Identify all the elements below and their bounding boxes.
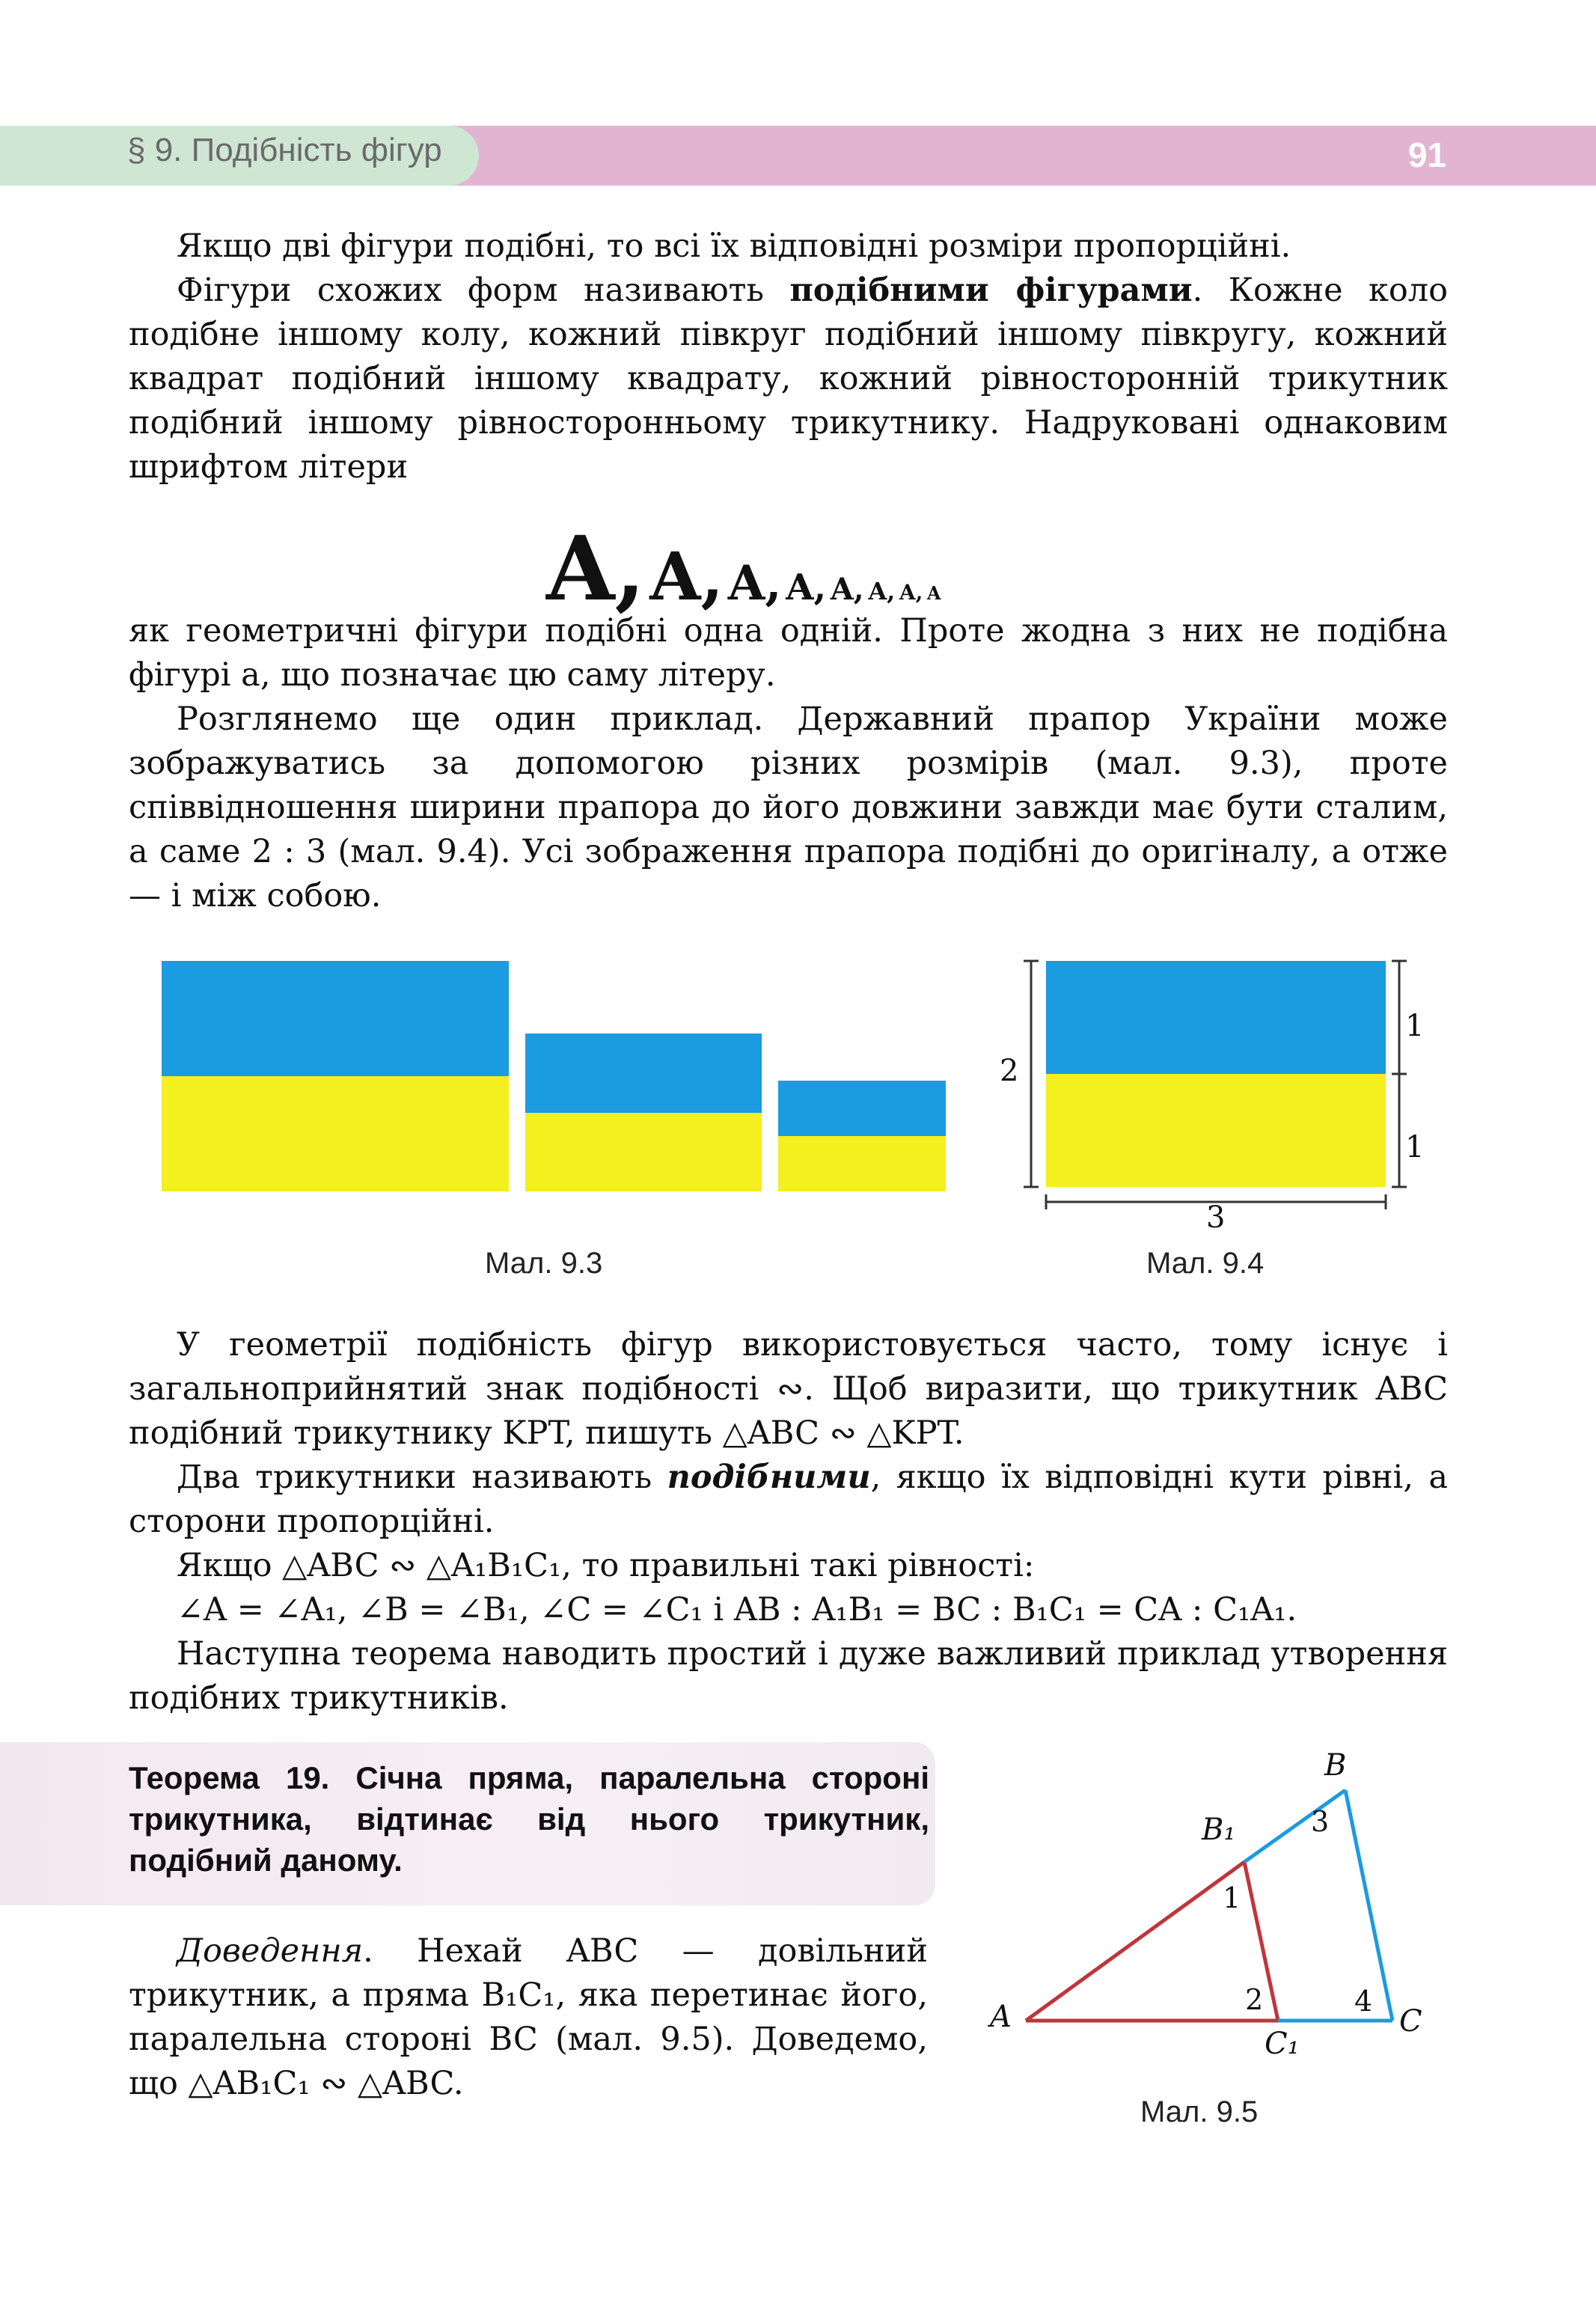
dimension-height-label: 2 (1000, 1054, 1019, 1088)
flag-small (778, 1081, 946, 1191)
flag-yellow-stripe (162, 1076, 509, 1191)
paragraph-3: як геометричні фігури подібні одна одній. Проте жодна з них не подібна фігурі а, що позначає цю саму літеру. (129, 612, 1448, 694)
letter-a: A, (899, 580, 923, 605)
letter-a: A, (727, 555, 782, 611)
flag-blue-stripe (525, 1034, 762, 1113)
flag-large (162, 961, 509, 1191)
figure-9-5-caption: Мал. 9.5 (1140, 2095, 1259, 2128)
vertex-b1-label: B₁ (1202, 1813, 1236, 1847)
letter-a: A, (649, 537, 724, 615)
vertex-b-label: B (1324, 1748, 1347, 1783)
paragraph-1: Якщо дві фігури подібні, то всі їх відповідні розміри пропорційні. (177, 228, 1291, 265)
theorem-text: Теорема 19. Січна пряма, паралельна стороні трикутника, відтинає від нього трикутник, подібний даному. (129, 1760, 929, 1878)
vertex-c1-label: C₁ (1265, 2027, 1300, 2061)
paragraph-5: У геометрії подібність фігур використовується часто, тому існує і загальноприйнятий знак подібності ∾. Щоб виразити, що трикутник ABC подібний трикутнику KPT, пишуть △ABC ∾ △KPT. (129, 1326, 1448, 1452)
letter-a: A, (868, 577, 896, 605)
flag-yellow-stripe (778, 1136, 946, 1191)
letter-a: A, (786, 567, 827, 608)
flag-blue-stripe (162, 961, 509, 1076)
angle-1-label: 1 (1223, 1881, 1241, 1914)
paragraph-4: Розглянемо ще один приклад. Державний прапор України може зображуватись за допомогою різних розмірів (мал. 9.3), проте співвідношення ширини прапора до його довжини завжди має бути сталим, а саме 2 : 3 (мал. 9.4). Усі зображення прапора подібні до оригіналу, а отже — і між собою. (129, 700, 1448, 915)
intro-text (129, 225, 1448, 489)
dimension-bottom-label: 1 (1405, 1130, 1425, 1164)
flag-text (129, 609, 1448, 918)
paragraph-6: Два трикутники називають подібними, якщо їх відповідні кути рівні, а сторони пропорційні. (129, 1459, 1448, 1540)
letter-a: A, (830, 572, 864, 607)
angle-3-label: 3 (1311, 1805, 1330, 1838)
dimension-width-label: 3 (1206, 1200, 1226, 1235)
segment-b1b (1244, 1790, 1345, 1862)
paragraph-proof: Доведення. Нехай ABC — довільний трикутник, а пряма B₁C₁, яка перетинає його, паралельна стороні BC (мал. 9.5). Доведемо, що △AB₁C₁ ∾ △ABC. (129, 1932, 928, 2102)
vertex-c-label: C (1399, 2004, 1422, 2039)
flag-medium (525, 1034, 762, 1191)
paragraph-9: Наступна теорема наводить простий і дуже важливий приклад утворення подібних трикутників. (129, 1635, 1448, 1717)
triangle-figure (973, 1744, 1467, 2058)
flag-dimension-lines (995, 950, 1444, 1235)
term-similar: подібними (667, 1459, 871, 1496)
flag-blue-stripe (778, 1081, 946, 1136)
paragraph-2: Фігури схожих форм називають подібними фігурами. Кожне коло подібне іншому колу, кожний півкруг подібний іншому півкругу, кожний квадрат подібний іншому квадрату, кожний рівносторонній трикутник подібний іншому рівносторонньому трикутнику. Надруковані однаковим шрифтом літери (129, 272, 1448, 486)
dimension-top-label: 1 (1405, 1009, 1425, 1043)
paragraph-8: ∠A = ∠A₁, ∠B = ∠B₁, ∠C = ∠C₁ і AB : A₁B₁ = BC : B₁C₁ = CA : C₁A₁. (177, 1591, 1297, 1628)
angle-2-label: 2 (1245, 1983, 1264, 2016)
angle-4-label: 4 (1354, 1985, 1373, 2018)
figure-9-3-caption: Мал. 9.3 (485, 1247, 603, 1280)
paragraph-7: Якщо △ABC ∾ △A₁B₁C₁, то правильні такі рівності: (177, 1547, 1035, 1584)
figure-9-4-caption: Мал. 9.4 (1146, 1247, 1265, 1280)
term-similar-figures: подібними фігурами (789, 272, 1193, 309)
letter-a-row (546, 516, 941, 620)
proof-text (129, 1929, 928, 2106)
vertex-a-label: A (990, 2000, 1012, 2034)
section-title: § 9. Подібність фігур (127, 132, 442, 168)
letter-a: A (926, 582, 941, 604)
similarity-text (129, 1323, 1448, 1721)
letter-a: A, (546, 516, 646, 620)
flag-yellow-stripe (525, 1113, 762, 1191)
page-number: 91 (1407, 135, 1446, 174)
theorem-19 (129, 1757, 929, 1881)
side-ab1 (1026, 1862, 1244, 2021)
